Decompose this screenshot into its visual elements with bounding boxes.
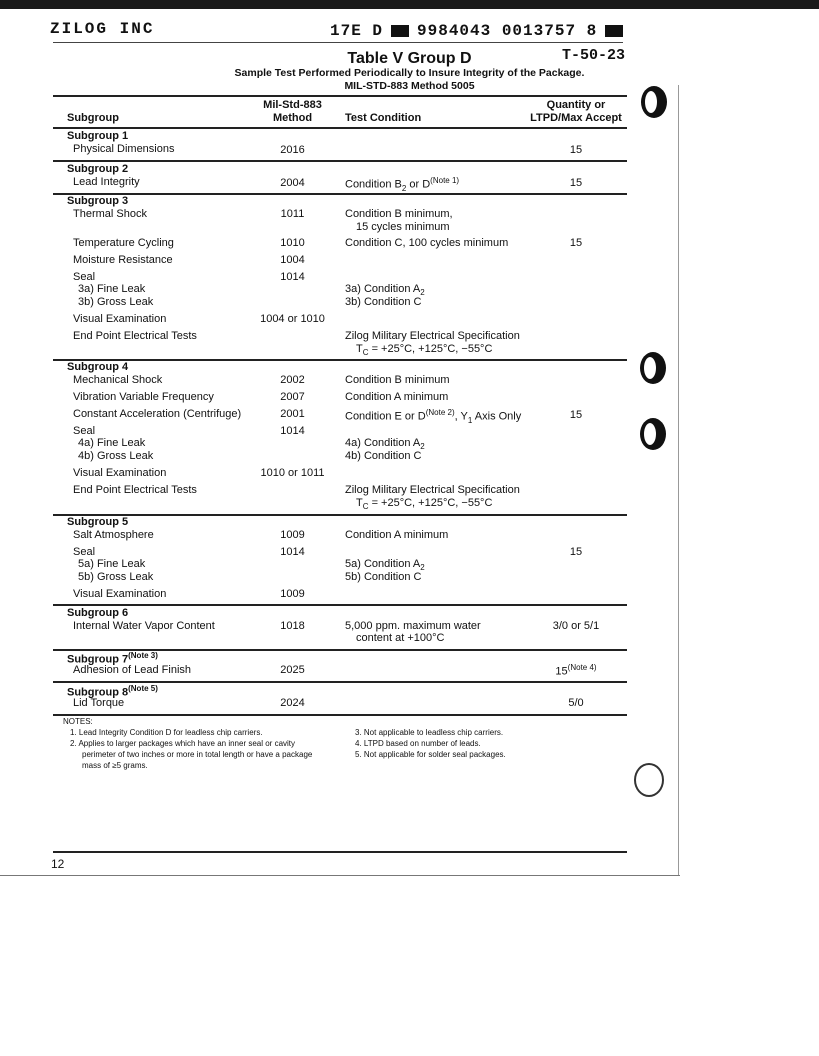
sg2-condition <box>345 176 459 193</box>
sg4-vib-cond: Condition A minimum <box>345 391 449 403</box>
sg2-method: 2004 <box>280 177 305 189</box>
sg5-gross-cond: 5b) Condition C <box>345 571 422 583</box>
sg4-fine-cond-text: 4a) Condition A <box>345 437 421 449</box>
binder-hole-icon <box>641 86 667 118</box>
sg5-seal: Seal <box>73 546 96 558</box>
note-5: 5. Not applicable for solder seal packages. <box>355 750 506 759</box>
sg6-cond-2: content at +100°C <box>356 632 445 644</box>
note-2-line-3: mass of ≥5 grams. <box>82 761 148 770</box>
sg5-visual-method: 1009 <box>280 588 305 600</box>
binder-hole-icon <box>640 352 666 384</box>
subgroup-4-title: Subgroup 4 <box>67 361 129 373</box>
sg4-endpoint-sub: C <box>362 502 369 512</box>
row-rule <box>53 359 627 361</box>
sg3-fine: 3a) Fine Leak <box>78 283 146 295</box>
sg5-qty: 15 <box>569 546 583 558</box>
col-header-test-condition: Test Condition <box>345 112 422 124</box>
sg3-endpoint: End Point Electrical Tests <box>73 330 197 342</box>
scan-bottom-line <box>0 875 680 876</box>
sg7-qty <box>525 663 627 678</box>
method-reference: MIL-STD-883 Method 5005 <box>344 80 475 92</box>
sg3-thermal-method: 1011 <box>280 208 305 220</box>
sg4-fine-cond-sub: 2 <box>420 442 425 452</box>
sg7-qty-value: 15 <box>555 665 568 678</box>
sg3-endpoint-temps: = +25°C, +125°C, −55°C <box>368 343 493 355</box>
page-subtitle: Sample Test Performed Periodically to Insure Integrity of the Package. <box>234 67 585 79</box>
sg4-visual-method: 1010 or 1011 <box>260 467 325 479</box>
sg3-seal-method: 1014 <box>280 271 305 283</box>
sg6-item: Internal Water Vapor Content <box>73 620 215 632</box>
sg4-gross-cond: 4b) Condition C <box>345 450 422 462</box>
subgroup-2-title: Subgroup 2 <box>67 163 129 175</box>
page-title: Table V Group D <box>347 50 472 67</box>
sg4-const-note: (Note 2) <box>425 408 455 417</box>
sg7-method: 2025 <box>280 664 305 676</box>
sg3-visual-method: 1004 or 1010 <box>260 313 325 325</box>
sg1-method: 2016 <box>280 144 305 156</box>
scan-top-edge <box>0 0 819 9</box>
binder-hole-outline-icon <box>634 763 664 797</box>
black-box-mark <box>391 25 409 37</box>
sg2-cond-b: or D <box>406 178 431 191</box>
sg4-endpoint-cond-1: Zilog Military Electrical Specification <box>345 484 520 496</box>
sg8-note: (Note 5) <box>128 684 158 693</box>
subgroup-6-title: Subgroup 6 <box>67 607 129 619</box>
sg4-const-method: 2001 <box>280 408 305 420</box>
sg4-fine: 4a) Fine Leak <box>78 437 146 449</box>
sg4-mech-cond: Condition B minimum <box>345 374 450 386</box>
note-3: 3. Not applicable to leadless chip carriers. <box>355 728 504 737</box>
sg5-visual: Visual Examination <box>73 588 167 600</box>
sg3-temp: Temperature Cycling <box>73 237 174 249</box>
col-header-method-1: Mil-Std-883 <box>263 99 322 111</box>
sg5-fine-cond-sub: 2 <box>420 563 425 573</box>
sg3-endpoint-t: T <box>356 343 363 355</box>
sg4-const: Constant Acceleration (Centrifuge) <box>73 408 242 420</box>
sg8-title-text: Subgroup 8 <box>67 686 129 699</box>
header-rule <box>53 42 623 43</box>
sg4-const-cond-2: , Y <box>454 410 468 423</box>
subgroup-5-title: Subgroup 5 <box>67 516 129 528</box>
sg3-temp-method: 1010 <box>280 237 305 249</box>
sg8-qty: 5/0 <box>568 697 584 709</box>
table-top-rule <box>53 95 627 97</box>
col-header-qty-1: Quantity or <box>546 99 606 111</box>
note-2-line-2: perimeter of two inches or more in total length or have a package <box>82 750 313 759</box>
sg5-seal-method: 1014 <box>280 546 305 558</box>
sg3-seal: Seal <box>73 271 96 283</box>
sg8-item: Lid Torque <box>73 697 125 709</box>
row-rule <box>53 160 627 162</box>
sg5-salt: Salt Atmosphere <box>73 529 154 541</box>
sg4-vib: Vibration Variable Frequency <box>73 391 214 403</box>
sg7-item: Adhesion of Lead Finish <box>73 664 192 676</box>
sg1-qty: 15 <box>569 144 583 156</box>
row-rule <box>53 514 627 516</box>
sg2-cond-a: Condition B <box>345 178 402 191</box>
sg3-thermal: Thermal Shock <box>73 208 147 220</box>
sg4-endpoint-t: T <box>356 497 363 509</box>
note-2-line-1: 2. Applies to larger packages which have an inner seal or cavity <box>70 739 296 748</box>
sg4-seal-method: 1014 <box>280 425 305 437</box>
binder-hole-inner <box>645 91 657 113</box>
black-box-mark <box>605 25 623 37</box>
header-code-mid: 9984043 0013757 8 <box>417 22 598 40</box>
sg4-visual: Visual Examination <box>73 467 167 479</box>
binder-hole-icon <box>640 418 666 450</box>
note-4: 4. LTPD based on number of leads. <box>355 739 481 748</box>
sg4-gross: 4b) Gross Leak <box>78 450 154 462</box>
sg5-salt-cond: Condition A minimum <box>345 529 449 541</box>
note-1: 1. Lead Integrity Condition D for leadless chip carriers. <box>70 728 263 737</box>
sg4-mech: Mechanical Shock <box>73 374 163 386</box>
row-rule <box>53 681 627 683</box>
sg3-gross-cond: 3b) Condition C <box>345 296 422 308</box>
sg4-const-sub: 1 <box>467 415 473 425</box>
sg4-const-cond <box>345 408 521 425</box>
sg5-gross: 5b) Gross Leak <box>78 571 154 583</box>
sg3-endpoint-cond-2 <box>356 343 492 357</box>
binder-hole-inner <box>644 357 656 379</box>
notes-heading: NOTES: <box>63 717 93 726</box>
sg8-method: 2024 <box>280 697 305 709</box>
sg4-const-cond-1: Condition E or D <box>345 410 426 423</box>
scan-edge-line <box>678 85 679 875</box>
subgroup-3-title: Subgroup 3 <box>67 195 129 207</box>
sg3-temp-cond: Condition C, 100 cycles minimum <box>345 237 509 249</box>
sg2-cond-sub: 2 <box>401 183 407 193</box>
header-code-left: 17E D <box>330 22 384 40</box>
header-code <box>330 22 631 40</box>
sg4-seal: Seal <box>73 425 96 437</box>
sg3-thermal-cond-1: Condition B minimum, <box>345 208 453 220</box>
sg3-qty: 15 <box>569 237 583 249</box>
page-number: 12 <box>51 857 65 871</box>
sg4-endpoint-cond-2 <box>356 497 492 511</box>
sg4-endpoint: End Point Electrical Tests <box>73 484 197 496</box>
col-header-qty-2: LTPD/Max Accept <box>530 112 622 124</box>
company-name: ZILOG INC <box>50 20 155 38</box>
col-header-method-2: Method <box>272 112 313 124</box>
sg3-moist-method: 1004 <box>280 254 305 266</box>
sg1-item: Physical Dimensions <box>73 143 175 155</box>
table-bottom-rule <box>53 714 627 716</box>
sg4-const-cond-3: Axis Only <box>472 410 522 423</box>
header-bottom-rule <box>53 127 627 129</box>
sg2-cond-note: (Note 1) <box>430 176 460 185</box>
sg3-fine-cond-sub: 2 <box>420 288 425 298</box>
col-header-subgroup: Subgroup <box>67 112 119 124</box>
sg3-gross: 3b) Gross Leak <box>78 296 154 308</box>
sg5-salt-method: 1009 <box>280 529 305 541</box>
row-rule <box>53 604 627 606</box>
sg4-vib-method: 2007 <box>280 391 305 403</box>
sg2-item: Lead Integrity <box>73 176 140 188</box>
sg3-thermal-cond-2: 15 cycles minimum <box>356 221 450 233</box>
sg6-method: 1018 <box>280 620 305 632</box>
subgroup-1-title: Subgroup 1 <box>67 130 129 142</box>
sg4-endpoint-temps: = +25°C, +125°C, −55°C <box>368 497 493 509</box>
sg7-note: (Note 3) <box>128 651 158 660</box>
sg4-qty: 15 <box>569 409 583 421</box>
sg3-endpoint-sub: C <box>362 348 369 358</box>
sg7-title-text: Subgroup 7 <box>67 653 129 666</box>
footer-rule <box>53 851 627 853</box>
sg3-fine-cond-text: 3a) Condition A <box>345 283 421 295</box>
sg3-endpoint-cond-1: Zilog Military Electrical Specification <box>345 330 520 342</box>
sg6-qty: 3/0 or 5/1 <box>552 620 600 632</box>
doc-code: T-50-23 <box>562 47 626 64</box>
sg5-fine: 5a) Fine Leak <box>78 558 146 570</box>
sg3-moist: Moisture Resistance <box>73 254 173 266</box>
sg6-cond-1: 5,000 ppm. maximum water <box>345 620 481 632</box>
sg7-qty-note: (Note 4) <box>567 663 597 672</box>
sg2-qty: 15 <box>569 177 583 189</box>
binder-hole-inner <box>644 423 656 445</box>
row-rule <box>53 193 627 195</box>
sg4-mech-method: 2002 <box>280 374 305 386</box>
sg3-visual: Visual Examination <box>73 313 167 325</box>
sg5-fine-cond-text: 5a) Condition A <box>345 558 421 570</box>
